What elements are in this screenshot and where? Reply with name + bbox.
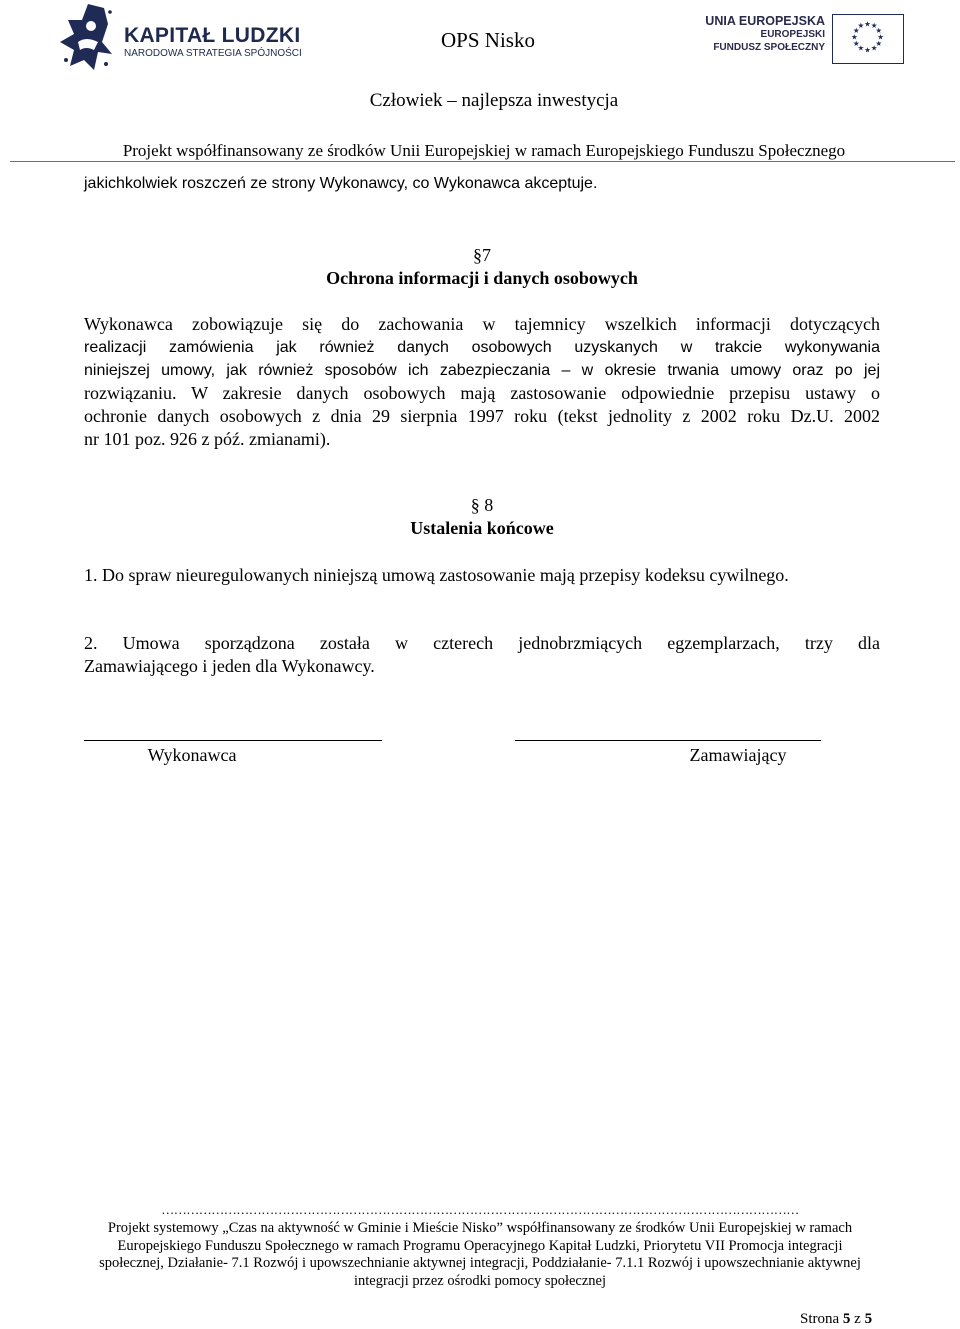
section-8-item-2-line-1: 2. Umowa sporządzona została w czterech jednobrzmiących egzemplarzach, trzy dla xyxy=(84,633,880,653)
svg-text:★: ★ xyxy=(875,39,883,49)
section-7-title: Ochrona informacji i danych osobowych xyxy=(326,268,638,288)
eu-logo xyxy=(705,14,909,66)
section-7-line-1: Wykonawca zobowiązuje się do zachowania w tajemnicy wszelkich informacji dotyczących xyxy=(84,314,880,334)
page-current: 5 xyxy=(842,1311,851,1327)
footer-line-4: integracji przez ośrodki pomocy społecznej xyxy=(353,1273,607,1289)
eu-flag-icon xyxy=(832,14,904,64)
svg-text:★: ★ xyxy=(870,21,878,31)
footer-dotted-separator: ……………………………………………………………………………………………………………………………………… xyxy=(161,1202,799,1217)
svg-text:★: ★ xyxy=(850,32,858,42)
page-label: Strona xyxy=(800,1311,840,1327)
footer-line-1: Projekt systemowy „Czas na aktywność w Gminie i Mieście Nisko” współfinansowany ze środków Unii Europejskiej w ramach xyxy=(107,1220,853,1236)
svg-text:★: ★ xyxy=(864,19,871,29)
organization-name: OPS Nisko xyxy=(441,28,535,52)
page-separator: z xyxy=(854,1311,861,1327)
svg-text:★: ★ xyxy=(875,25,883,35)
cofinancing-note: Projekt współfinansowany ze środków Unii Europejskiej w ramach Europejskiego Funduszu Społecznego xyxy=(122,141,846,160)
eu-logo-line2: EUROPEJSKI xyxy=(760,29,825,40)
footer-line-3: społecznej, Działanie- 7.1 Rozwój i upowszechnianie aktywnej integracji, Poddziałanie- 7.1.1 Rozwój i upowszechnianie aktywnej xyxy=(99,1255,861,1271)
svg-text:★: ★ xyxy=(870,43,878,53)
section-7-number: §7 xyxy=(473,245,491,265)
page-total: 5 xyxy=(864,1311,873,1327)
section-7-line-3: niniejszej umowy, jak również sposobów ich zabezpieczania – w okresie trwania umowy oraz po jej xyxy=(84,362,880,379)
section-7-line-5: ochronie danych osobowych z dnia 29 sierpnia 1997 roku (tekst jednolity z 2002 roku Dz.U. 2002 xyxy=(84,406,880,426)
footer-line-2: Europejskiego Funduszu Społecznego w ramach Programu Operacyjnego Kapitał Ludzki, Priorytetu VII Promocja integracji xyxy=(117,1238,843,1254)
svg-text:★: ★ xyxy=(857,43,865,53)
kapital-ludzki-title: KAPITAŁ LUDZKI xyxy=(124,24,301,47)
section-7-line-6: nr 101 poz. 926 z póź. zmianami). xyxy=(84,429,331,449)
section-8-number: § 8 xyxy=(470,495,494,515)
svg-text:★: ★ xyxy=(852,25,860,35)
page-number xyxy=(800,1311,872,1328)
slogan: Człowiek – najlepsza inwestycja xyxy=(369,90,619,111)
signature-line-client xyxy=(515,740,821,741)
section-7-line-2: realizacji zamówienia jak również danych osobowych uzyskanych w trakcie wykonywania xyxy=(84,339,880,356)
svg-text:★: ★ xyxy=(864,45,871,55)
signature-line-contractor xyxy=(84,740,382,741)
section-7-line-4: rozwiązaniu. W zakresie danych osobowych mają zastosowanie odpowiednie przepisu ustawy o xyxy=(84,383,880,403)
intro-line: jakichkolwiek roszczeń ze strony Wykonawcy, co Wykonawca akceptuje. xyxy=(84,175,598,192)
section-8-item-2-line-2: Zamawiającego i jeden dla Wykonawcy. xyxy=(84,656,375,676)
svg-text:★: ★ xyxy=(852,39,860,49)
signature-label-contractor: Wykonawca xyxy=(147,745,237,765)
signature-label-client: Zamawiający xyxy=(689,745,787,765)
section-8-item-1: 1. Do spraw nieuregulowanych niniejszą umową zastosowanie mają przepisy kodeksu cywilnego. xyxy=(84,565,789,585)
section-8-title: Ustalenia końcowe xyxy=(410,518,554,538)
header-divider xyxy=(10,161,955,162)
svg-text:★: ★ xyxy=(877,32,885,42)
eu-logo-line3: FUNDUSZ SPOŁECZNY xyxy=(713,42,825,53)
kapital-ludzki-subtitle: NARODOWA STRATEGIA SPÓJNOŚCI xyxy=(124,48,302,59)
svg-text:★: ★ xyxy=(857,21,865,31)
eu-logo-line1: UNIA EUROPEJSKA xyxy=(705,14,825,28)
